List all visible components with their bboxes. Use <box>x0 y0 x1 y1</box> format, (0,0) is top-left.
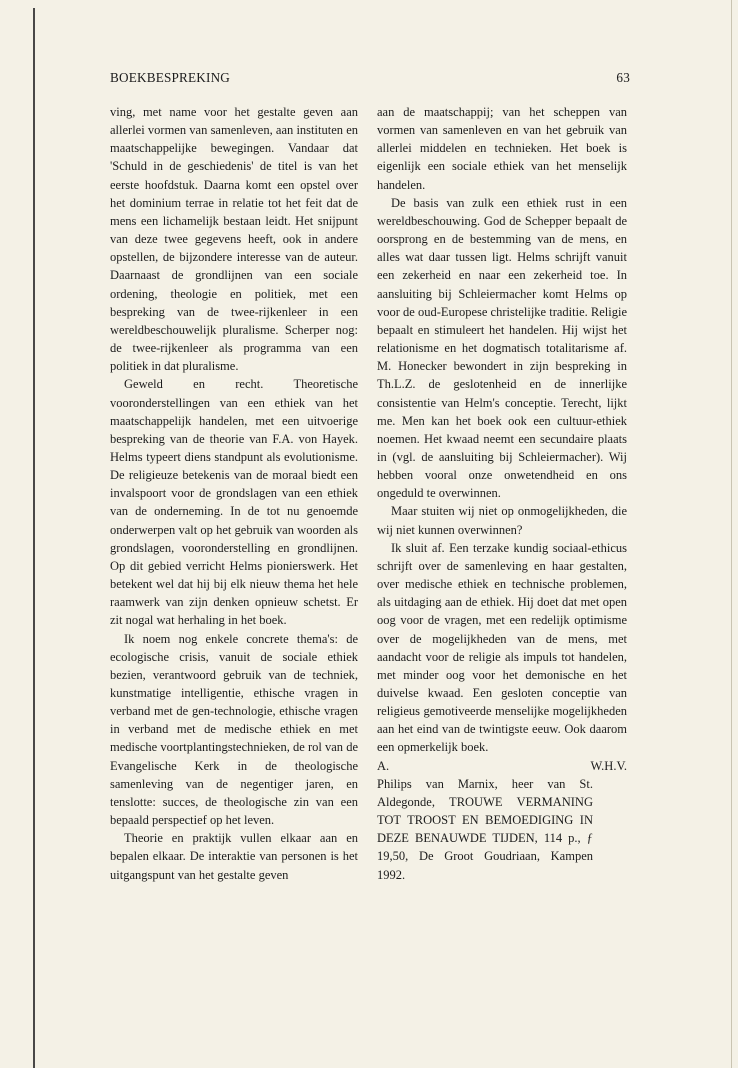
page-number: 63 <box>616 70 630 85</box>
signature-author: W.H.V. <box>590 758 627 773</box>
paragraph: Geweld en recht. Theoretische vooronderstellingen van een ethiek van het maatschappelijk handelen, met een uitvoerige bespreking van de theorie van F.A. von Hayek. Helms typeert diens standpunt als evolutionisme. De religieuze betekenis van de moraal biedt een invalspoort voor de grondslagen van een ethiek van de onderneming. In de tot nu genoemde onderwerpen valt op het gebruik van woorden als grondslagen, vooronderstelling en grondlijnen. Op dit gebied verricht Helms pionierswerk. Het betekent wel dat hij bij elk nieuw thema het hele raamwerk van zijn denken opnieuw schetst. Er zit nogal wat herhaling in het boek. <box>110 377 358 628</box>
paragraph: De basis van zulk een ethiek rust in een wereldbeschouwing. God de Schepper bepaalt de oorsprong en de bestemming van de mens, en alles wat daar tussen ligt. Helms schrijft vanuit een zekerheid en naar een zekerheid toe. In aansluiting bij Schleiermacher komt Helms op voor de oud-Europese christelijke traditie. Religie bepaalt en stimuleert het handelen. Hij wijst het relationisme en het dogmatisch totalitarisme af. M. Honecker bewondert in zijn bespreking in Th.L.Z. de geslotenheid en de innerlijke consistentie van Helm's conceptie. Terecht, lijkt me. Men kan het boek ook een cultuur-ethiek noemen. Het kwaad neemt een secundaire plaats in (vgl. de aansluiting bij Schleiermacher). Wij hebben vooral onze onwetendheid en ons ongeduld te overwinnen. <box>377 195 627 501</box>
signature <box>377 757 627 775</box>
paragraph: Ik noem nog enkele concrete thema's: de ecologische crisis, vanuit de sociale ethiek bezien, verantwoord gebruik van de techniek, kunstmatige intelligentie, ethische vragen in verband met de gen-technologie, ethische vragen in verband met de medische ethiek en met medische voortplantingstechnieken, de rol van de Evangelische Kerk in de theologische samenleving van de negentiger jaren, en tenslotte: succes, de theologische zin van een bepaald perspectief op het leven. <box>110 631 358 828</box>
paragraph: Theorie en praktijk vullen elkaar aan en bepalen elkaar. De interaktie van personen is het uitgangspunt van het gestalte geven <box>110 831 358 882</box>
bibliography-entry: Philips van Marnix, heer van St. Aldegonde, TROUWE VERMANING TOT TROOST EN BEMOEDIGING IN DEZE BENAUWDE TIJDEN, 114 p., ƒ 19,50, De Groot Goudriaan, Kampen 1992. <box>377 776 593 882</box>
page-edge-line <box>33 8 35 1068</box>
running-head <box>110 70 630 86</box>
paragraph: Maar stuiten wij niet op onmogelijkheden, die wij niet kunnen overwinnen? <box>377 504 627 537</box>
left-column <box>110 103 358 884</box>
paragraph: Ik sluit af. Een terzake kundig sociaal-ethicus schrijft over de samenleving en haar gestalten, over medische ethiek en technische problemen, als uitdaging aan de ethiek. Hij doet dat met open oog voor de vragen, met een redelijk optimisme over de mogelijkheden van de mens, met aandacht voor de religie als impuls tot handelen, met minder oog voor het demonische en het duivelse kwaad. Een gesloten conceptie van religieus gemotiveerde menselijke mogelijkheden aan het eind van de twintigste eeuw. Ook daarom een opmerkelijk boek. <box>377 540 627 755</box>
right-column <box>377 103 627 884</box>
section-title: BOEKBESPREKING <box>110 70 231 85</box>
paragraph: aan de maatschappij; van het scheppen van vormen van samenleven en van het gebruik van allerlei middelen en technieken. Het boek is eigenlijk een sociale ethiek van het menselijk handelen. <box>377 105 627 192</box>
paragraph: ving, met name voor het gestalte geven aan allerlei vormen van samenleven, aan instituten en maatschappelijke bewegingen. Vandaar dat 'Schuld in de geschiedenis' de titel is van het eerste hoofdstuk. Daarna komt een opstel over het dominium terrae in relatie tot het feit dat de mens een lichamelijk bestaan leidt. Het snijpunt van deze twee gegevens heeft, ook in andere opstellen, de bijzondere interesse van de auteur. Daarnaast de grondlijnen van een sociale ordening, theologie en politiek, met een bespreking van de twee-rijkenleer in een wereldbeschouwelijk pluralisme. Scherper nog: de twee-rijkenleer als programma van een politiek in dat pluralisme. <box>110 105 358 374</box>
signature-initial: A. <box>377 758 390 773</box>
page-edge-right <box>731 0 732 1068</box>
